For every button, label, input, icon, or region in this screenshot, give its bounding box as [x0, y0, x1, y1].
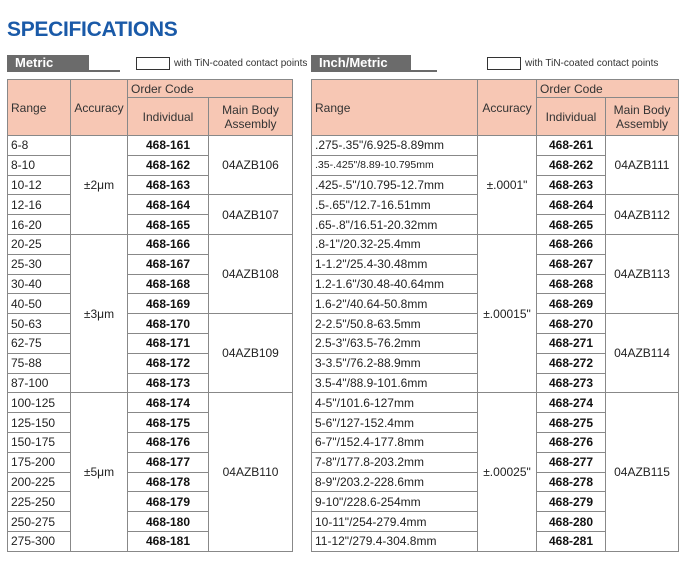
range-cell: 25-30 [8, 254, 71, 274]
range-cell: 175-200 [8, 452, 71, 472]
order-code-cell: 468-180 [128, 512, 209, 532]
range-cell: 1.2-1.6"/30.48-40.64mm [312, 274, 478, 294]
range-cell: .35-.425"/8.89-10.795mm [312, 155, 478, 175]
range-cell: 75-88 [8, 353, 71, 373]
inch-spec-table [311, 79, 679, 552]
range-cell: .8-1"/20.32-25.4mm [312, 234, 478, 254]
range-cell: 8-10 [8, 155, 71, 175]
inch-tab: Inch/Metric [311, 55, 411, 71]
order-code-cell: 468-277 [537, 452, 606, 472]
order-code-cell: 468-163 [128, 175, 209, 195]
range-cell: 2.5-3"/63.5-76.2mm [312, 333, 478, 353]
accuracy-cell: ±3μm [71, 234, 128, 392]
order-code-cell: 468-173 [128, 373, 209, 393]
range-cell: 275-300 [8, 531, 71, 551]
range-cell: .425-.5"/10.795-12.7mm [312, 175, 478, 195]
order-code-cell: 468-176 [128, 432, 209, 452]
main-body-cell: 04AZB115 [606, 393, 679, 551]
table-row [8, 393, 293, 413]
order-code-cell: 468-261 [537, 136, 606, 156]
order-code-cell: 468-161 [128, 136, 209, 156]
metric-tab: Metric [7, 55, 89, 71]
inch-table-body [312, 136, 679, 552]
range-cell: 5-6"/127-152.4mm [312, 413, 478, 433]
main-body-cell: 04AZB114 [606, 314, 679, 393]
order-code-cell: 468-171 [128, 333, 209, 353]
accuracy-cell: ±2μm [71, 136, 128, 235]
order-code-cell: 468-270 [537, 314, 606, 334]
order-code-cell: 468-276 [537, 432, 606, 452]
main-body-header: Main Body Assembly [209, 98, 293, 136]
main-body-header: Main Body Assembly [606, 98, 679, 136]
range-cell: 20-25 [8, 234, 71, 254]
accuracy-cell: ±.00015" [478, 234, 537, 392]
range-cell: 4-5"/101.6-127mm [312, 393, 478, 413]
range-cell: 100-125 [8, 393, 71, 413]
order-code-cell: 468-162 [128, 155, 209, 175]
accuracy-cell: ±.0001" [478, 136, 537, 235]
range-cell: 1-1.2"/25.4-30.48mm [312, 254, 478, 274]
accuracy-cell: ±5μm [71, 393, 128, 551]
range-cell: 50-63 [8, 314, 71, 334]
order-code-cell: 468-177 [128, 452, 209, 472]
order-code-cell: 468-263 [537, 175, 606, 195]
main-body-cell: 04AZB111 [606, 136, 679, 195]
range-cell: 1.6-2"/40.64-50.8mm [312, 294, 478, 314]
range-cell: 2-2.5"/50.8-63.5mm [312, 314, 478, 334]
order-code-cell: 468-166 [128, 234, 209, 254]
order-code-cell: 468-267 [537, 254, 606, 274]
metric-section-header [7, 55, 308, 73]
table-row [8, 314, 293, 334]
range-cell: 87-100 [8, 373, 71, 393]
order-code-cell: 468-165 [128, 215, 209, 235]
range-cell: 8-9"/203.2-228.6mm [312, 472, 478, 492]
range-cell: 10-12 [8, 175, 71, 195]
range-header: Range [8, 80, 71, 136]
order-code-cell: 468-181 [128, 531, 209, 551]
range-cell: 62-75 [8, 333, 71, 353]
inch-legend [487, 57, 658, 70]
order-code-cell: 468-170 [128, 314, 209, 334]
range-cell: 7-8"/177.8-203.2mm [312, 452, 478, 472]
range-cell: 40-50 [8, 294, 71, 314]
range-cell: 12-16 [8, 195, 71, 215]
metric-spec-table [7, 79, 293, 552]
range-cell: 10-11"/254-279.4mm [312, 512, 478, 532]
table-row [8, 136, 293, 156]
table-row [8, 195, 293, 215]
table-row [312, 234, 679, 254]
order-code-cell: 468-167 [128, 254, 209, 274]
range-cell: 6-8 [8, 136, 71, 156]
main-body-cell: 04AZB112 [606, 195, 679, 235]
main-body-cell: 04AZB106 [209, 136, 293, 195]
range-cell: .5-.65"/12.7-16.51mm [312, 195, 478, 215]
order-code-cell: 468-172 [128, 353, 209, 373]
range-cell: .65-.8"/16.51-20.32mm [312, 215, 478, 235]
range-cell: 9-10"/228.6-254mm [312, 492, 478, 512]
accuracy-cell: ±.00025" [478, 393, 537, 551]
main-body-cell: 04AZB108 [209, 234, 293, 313]
page-title: SPECIFICATIONS [7, 18, 178, 41]
legend-swatch [487, 57, 521, 70]
range-cell: 125-150 [8, 413, 71, 433]
main-body-cell: 04AZB110 [209, 393, 293, 551]
main-body-cell: 04AZB109 [209, 314, 293, 393]
order-code-cell: 468-164 [128, 195, 209, 215]
order-code-header: Order Code [128, 80, 293, 98]
range-cell: 150-175 [8, 432, 71, 452]
order-code-cell: 468-273 [537, 373, 606, 393]
metric-legend [136, 57, 307, 70]
order-code-cell: 468-174 [128, 393, 209, 413]
main-body-cell: 04AZB113 [606, 234, 679, 313]
order-code-cell: 468-274 [537, 393, 606, 413]
order-code-cell: 468-262 [537, 155, 606, 175]
order-code-cell: 468-269 [537, 294, 606, 314]
accuracy-header: Accuracy [71, 80, 128, 136]
legend-text: with TiN-coated contact points [525, 58, 659, 70]
order-code-cell: 468-281 [537, 531, 606, 551]
order-code-cell: 468-272 [537, 353, 606, 373]
range-cell: 3-3.5"/76.2-88.9mm [312, 353, 478, 373]
order-code-header: Order Code [537, 80, 679, 98]
order-code-cell: 468-168 [128, 274, 209, 294]
table-row [312, 136, 679, 156]
range-cell: 250-275 [8, 512, 71, 532]
range-cell: 11-12"/279.4-304.8mm [312, 531, 478, 551]
order-code-cell: 468-279 [537, 492, 606, 512]
legend-text: with TiN-coated contact points [174, 58, 308, 70]
range-cell: 30-40 [8, 274, 71, 294]
main-body-cell: 04AZB107 [209, 195, 293, 235]
range-cell: 6-7"/152.4-177.8mm [312, 432, 478, 452]
table-row [312, 393, 679, 413]
accuracy-header: Accuracy [478, 80, 537, 136]
metric-tab-underline [7, 70, 120, 72]
range-cell: .275-.35"/6.925-8.89mm [312, 136, 478, 156]
order-code-cell: 468-271 [537, 333, 606, 353]
inch-section-header [311, 55, 686, 73]
individual-header: Individual [537, 98, 606, 136]
range-cell: 200-225 [8, 472, 71, 492]
order-code-cell: 468-264 [537, 195, 606, 215]
order-code-cell: 468-278 [537, 472, 606, 492]
table-row [8, 234, 293, 254]
range-cell: 225-250 [8, 492, 71, 512]
order-code-cell: 468-266 [537, 234, 606, 254]
order-code-cell: 468-280 [537, 512, 606, 532]
order-code-cell: 468-179 [128, 492, 209, 512]
individual-header: Individual [128, 98, 209, 136]
range-header: Range [312, 80, 478, 136]
metric-table-body [8, 136, 293, 552]
order-code-cell: 468-178 [128, 472, 209, 492]
range-cell: 3.5-4"/88.9-101.6mm [312, 373, 478, 393]
inch-tab-underline [311, 70, 437, 72]
order-code-cell: 468-169 [128, 294, 209, 314]
order-code-cell: 468-175 [128, 413, 209, 433]
order-code-cell: 468-268 [537, 274, 606, 294]
order-code-cell: 468-265 [537, 215, 606, 235]
order-code-cell: 468-275 [537, 413, 606, 433]
range-cell: 16-20 [8, 215, 71, 235]
legend-swatch [136, 57, 170, 70]
